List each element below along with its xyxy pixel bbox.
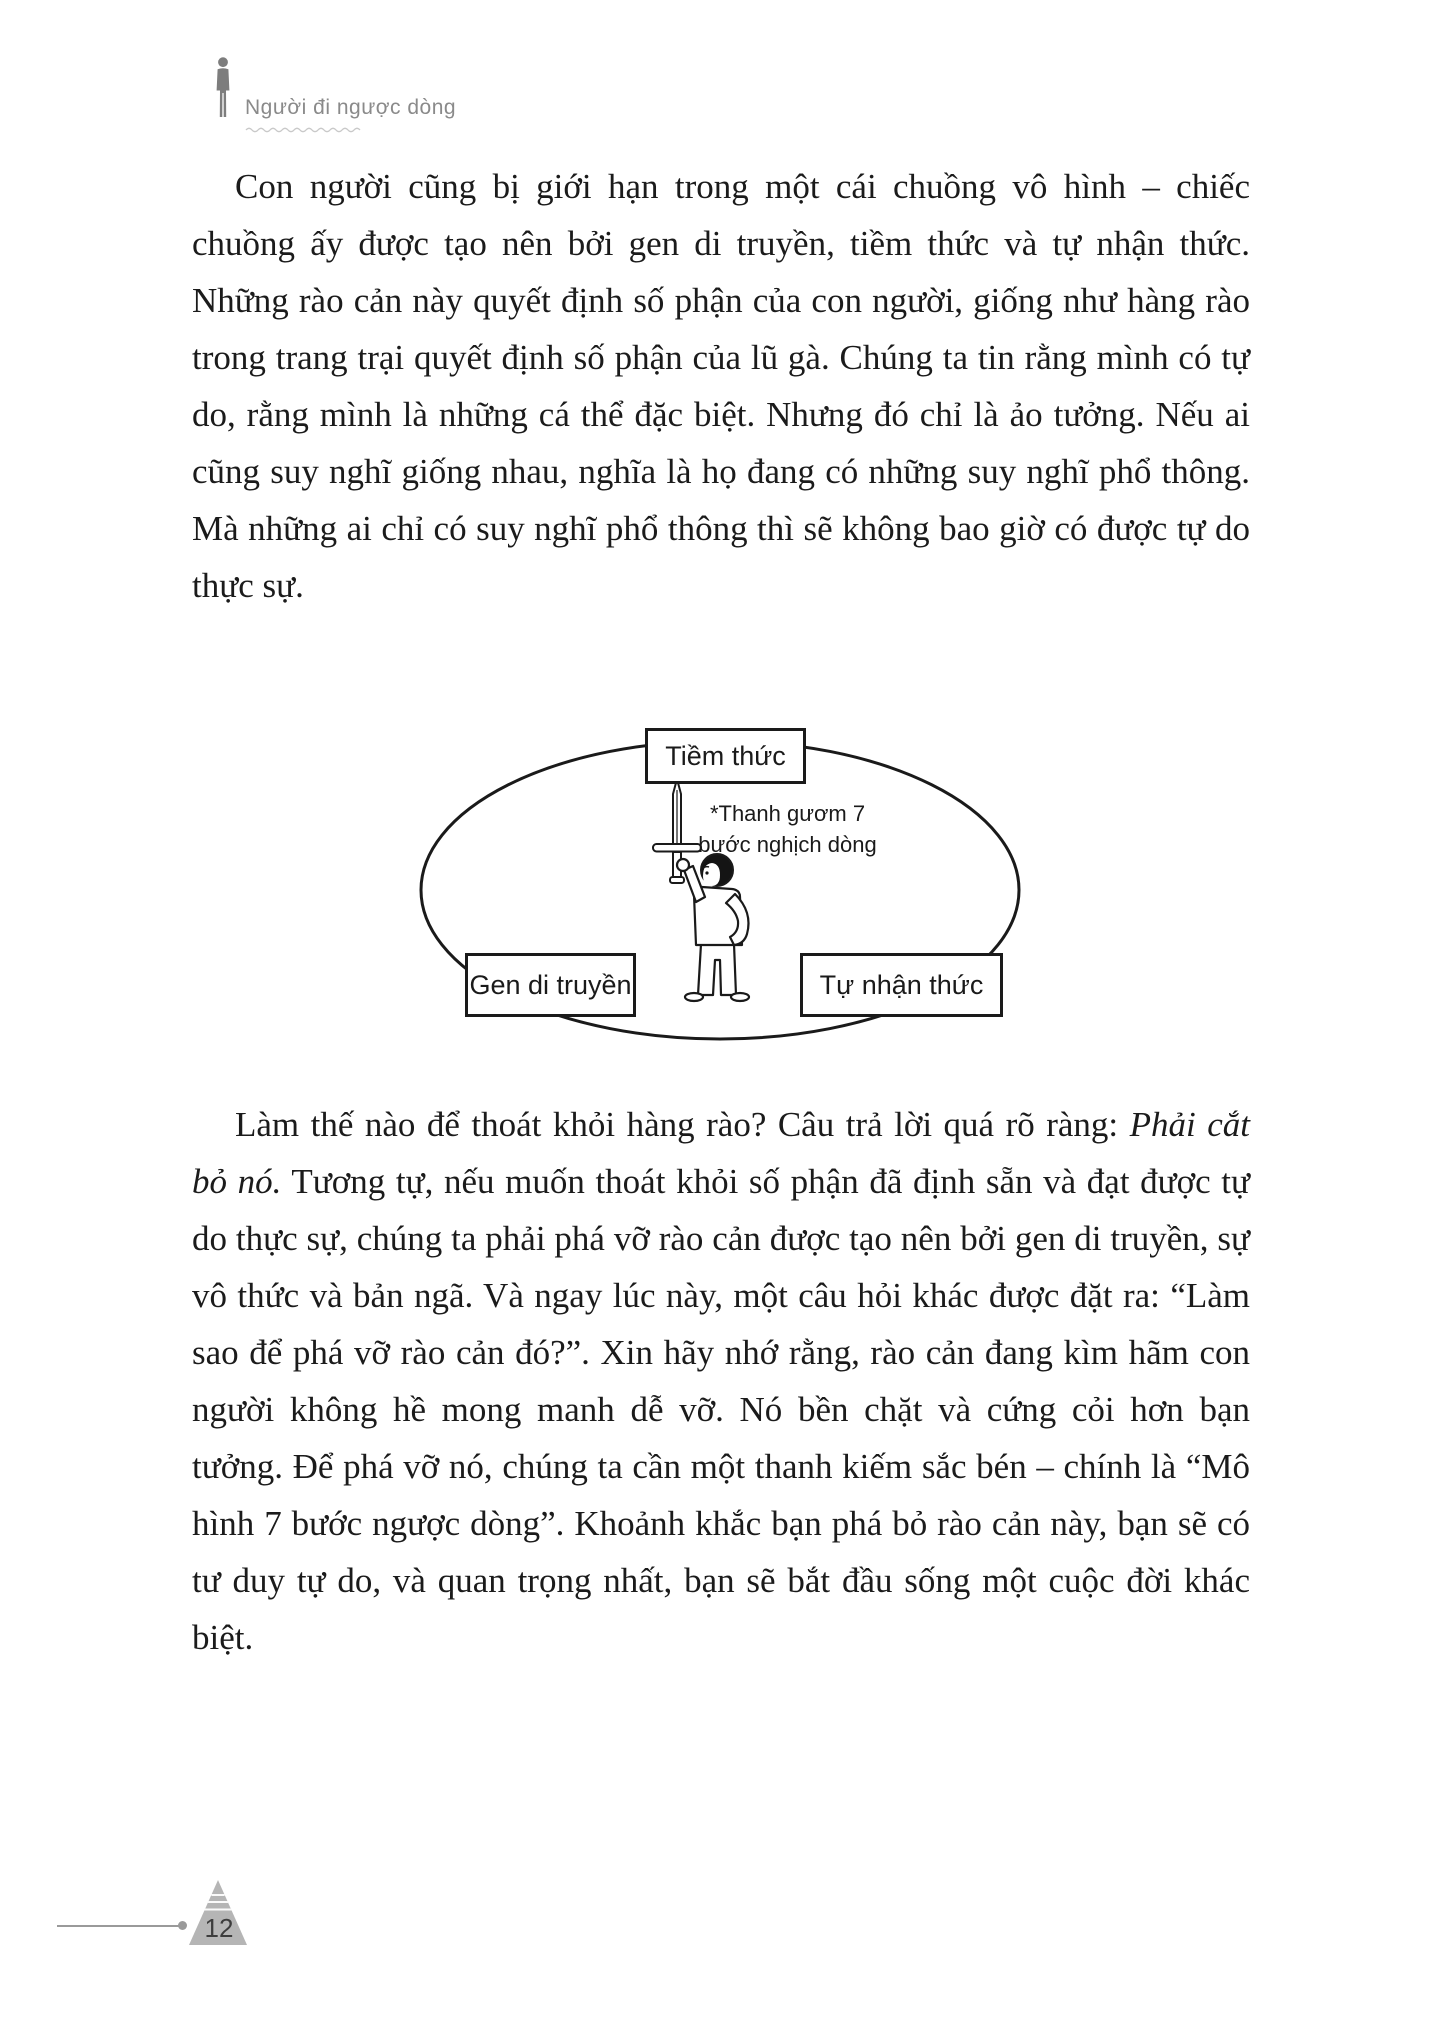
page-number: 12 [204,1913,234,1943]
label-box-self-awareness [800,953,1003,1017]
mountain-logo-icon [188,1879,248,1946]
label-self-awareness: Tự nhận thức [819,969,984,1000]
paragraph-2-italic: Phải cắt bỏ nó. [192,1105,1250,1201]
label-box-genetics [465,953,636,1017]
paragraph-1-text: Con người cũng bị giới hạn trong một cái chuồng vô hình – chiếc chuồng ấy được tạo nên bởi gen di truyền, tiềm thức và tự nhận thức. Những rào cản này quyết định số phận của con người, giống như hàng rào trong trang trại quyết định số phận của lũ gà. Chúng ta tin rằng mình có tự do, rằng mình là những cá thể đặc biệt. Nhưng đó chỉ là ảo tưởng. Nếu ai cũng suy nghĩ giống nhau, nghĩa là họ đang có những suy nghĩ phổ thông. Mà những ai chỉ có suy nghĩ phổ thông thì sẽ không bao giờ có được tự do thực sự. [192,167,1250,605]
barrier-diagram [390,718,1050,1052]
wavy-underline [245,126,363,134]
paragraph-2-lead: Làm thế nào để thoát khỏi hàng rào? Câu trả lời quá rõ ràng: [235,1105,1130,1144]
paragraph-1 [192,158,1250,614]
label-box-subconscious [645,728,806,784]
paragraph-2 [192,1096,1250,1666]
label-subconscious: Tiềm thức [665,740,786,771]
footer-rule-dot [178,1921,187,1930]
person-icon [213,57,233,120]
label-genetics: Gen di truyền [469,969,632,1000]
sword-annotation [690,798,885,860]
paragraph-2-rest: Tương tự, nếu muốn thoát khỏi số phận đã định sẵn và đạt được tự do thực sự, chúng ta phải phá vỡ rào cản được tạo nên bởi gen di truyền, sự vô thức và bản ngã. Và ngay lúc này, một câu hỏi khác được đặt ra: “Làm sao để phá vỡ rào cản đó?”. Xin hãy nhớ rằng, rào cản đang kìm hãm con người không hề mong manh dễ vỡ. Nó bền chặt và cứng cỏi hơn bạn tưởng. Để phá vỡ nó, chúng ta cần một thanh kiếm sắc bén – chính là “Mô hình 7 bước ngược dòng”. Khoảnh khắc bạn phá bỏ rào cản này, bạn sẽ có tư duy tự do, và quan trọng nhất, bạn sẽ bắt đầu sống một cuộc đời khác biệt. [192,1162,1250,1657]
sword-annotation-line2: bước nghịch dòng [698,832,877,857]
footer-rule [57,1925,180,1927]
running-title: Người đi ngược dòng [245,96,457,119]
sword-annotation-line1: *Thanh gươm 7 [709,801,866,826]
